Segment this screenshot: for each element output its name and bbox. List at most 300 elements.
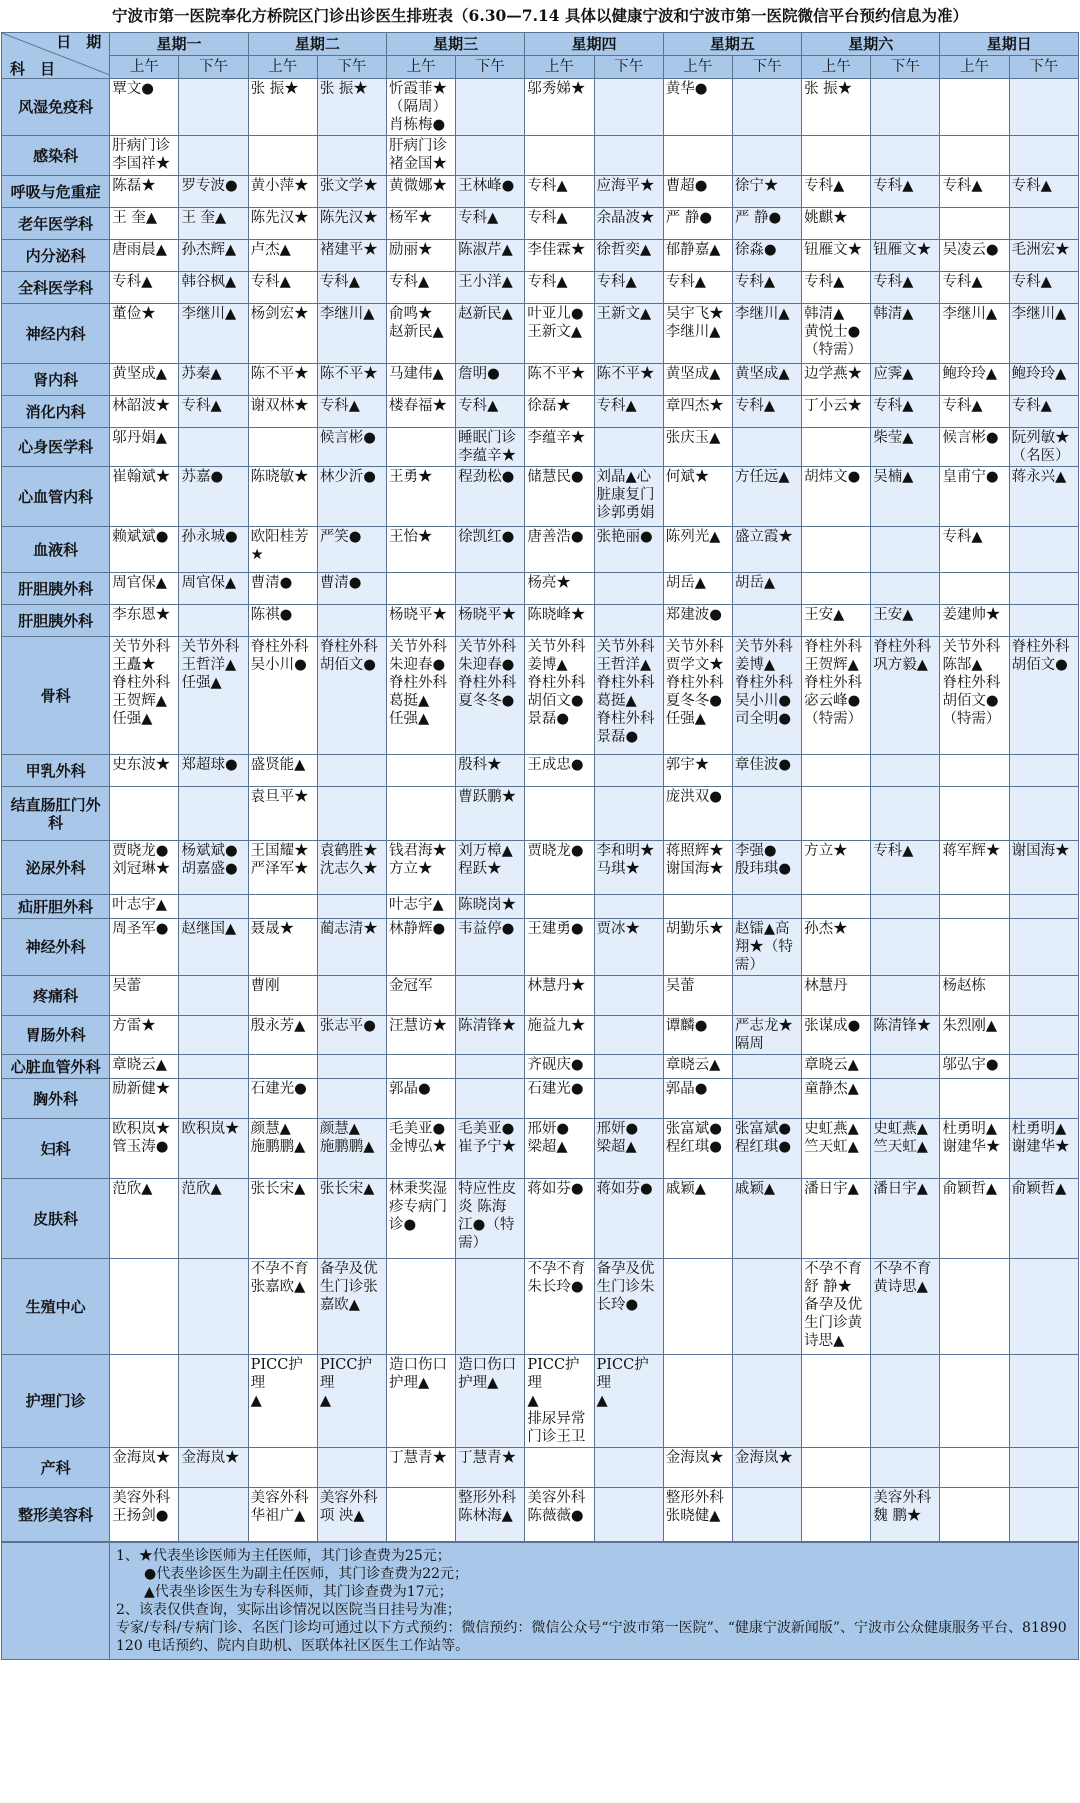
schedule-cell [940,895,1009,919]
schedule-cell [179,304,248,364]
schedule-cell [940,304,1009,364]
doctor-entry: 马建伟▲ [389,366,444,382]
pm-header: 下午 [179,56,248,79]
schedule-cell [594,240,663,272]
doctor-entry: 吴楠▲ [873,469,914,485]
doctor-entry: 陈晓峰★ [527,607,586,623]
schedule-cell [525,467,594,527]
schedule-cell [317,755,386,787]
schedule-cell [456,605,525,637]
doctor-entry: 盛立霞★ [734,529,793,545]
schedule-cell [317,1016,386,1055]
doctor-entry: 苏嘉● [181,469,224,485]
schedule-cell [387,272,456,304]
schedule-cell [456,895,525,919]
doctor-entry: 姜建帅★ [942,607,1001,623]
doctor-entry: 贾晓龙● 刘冠琳★ [112,843,171,877]
schedule-cell [871,79,940,136]
note-line-disclaimer: 2、该表仅供查询，实际出诊情况以医院当日挂号为准； [116,1602,461,1618]
schedule-cell [594,1355,663,1448]
schedule-cell [179,527,248,573]
doctor-entry: 陈不平★ [596,366,655,382]
schedule-row [2,1179,1079,1259]
schedule-cell [802,1079,871,1119]
doctor-entry: PICC护理 ▲ [596,1357,649,1409]
schedule-cell [248,1259,317,1355]
department-label: 骨科 [2,637,110,755]
doctor-entry: 备孕及优 生门诊张 嘉欧▲ [319,1261,378,1313]
doctor-entry: 石建光● [250,1081,307,1097]
doctor-entry: 孙永城● [181,529,238,545]
schedule-cell [940,364,1009,396]
doctor-entry: 方立★ [804,843,848,859]
schedule-cell [1009,527,1078,573]
schedule-cell [871,1055,940,1079]
schedule-cell [525,1179,594,1259]
doctor-entry: 专科▲ [804,178,845,194]
schedule-cell [456,176,525,208]
doctor-entry: 专科▲ [873,274,914,290]
schedule-cell [248,841,317,895]
doctor-entry: 范欣▲ [112,1181,153,1197]
schedule-cell [940,176,1009,208]
schedule-row [2,1055,1079,1079]
schedule-cell [594,1488,663,1542]
department-label: 血液科 [2,527,110,573]
schedule-cell [387,1079,456,1119]
schedule-cell [387,1119,456,1179]
doctor-entry: 褚建平★ [319,242,378,258]
doctor-entry: 赵镭▲高 翔★（特 需） [734,921,793,973]
doctor-entry: 吴宇飞★ 李继川▲ [665,306,724,340]
doctor-entry: 专科▲ [527,274,568,290]
pm-header: 下午 [871,56,940,79]
schedule-cell [110,208,179,240]
doctor-entry: 胡岳▲ [734,575,776,591]
day-header-row [2,33,1079,56]
schedule-cell [387,527,456,573]
schedule-cell [387,787,456,841]
doctor-entry: 李继川▲ [319,306,375,322]
schedule-cell [1009,895,1078,919]
schedule-cell [663,1055,732,1079]
schedule-cell [940,1355,1009,1448]
department-label: 生殖中心 [2,1259,110,1355]
department-label: 感染科 [2,136,110,176]
schedule-cell [110,637,179,755]
doctor-entry: 严 静● [665,210,712,226]
doctor-entry: 睡眠门诊 李蕴辛★ [458,430,517,464]
doctor-entry: 詹明● [458,366,500,382]
schedule-cell [802,1055,871,1079]
schedule-cell [594,1079,663,1119]
schedule-row [2,1259,1079,1355]
doctor-entry: 候言彬● [942,430,999,446]
department-label: 心身医学科 [2,428,110,467]
schedule-cell [317,136,386,176]
doctor-entry: 范欣▲ [181,1181,222,1197]
department-label: 全科医学科 [2,272,110,304]
schedule-cell [732,787,801,841]
schedule-row [2,396,1079,428]
schedule-cell [317,637,386,755]
doctor-entry: 吴蕾 [665,978,695,994]
doctor-entry: 金冠军 [389,978,433,994]
schedule-cell [456,1448,525,1488]
doctor-entry: 专科▲ [942,274,983,290]
schedule-cell [732,1016,801,1055]
schedule-cell [871,428,940,467]
doctor-entry: 俞颖哲▲ [942,1181,998,1197]
schedule-cell [871,755,940,787]
schedule-cell [179,176,248,208]
schedule-cell [456,240,525,272]
doctor-entry: 肝病门诊 褚金国★ [389,138,447,172]
schedule-cell [317,1179,386,1259]
schedule-cell [248,976,317,1016]
doctor-entry: 关节外科 姜博▲ 脊柱外科 吴小川● 司全明● [734,639,793,727]
doctor-entry: 王 奎▲ [112,210,158,226]
doctor-entry: 不孕不育 张嘉欧▲ [250,1261,309,1295]
doctor-entry: 张富斌● 程红琪● [665,1121,722,1155]
doctor-entry: 袁鹤胜★ 沈志久★ [319,843,378,877]
schedule-cell [317,79,386,136]
doctor-entry: 邢妍● 梁超▲ [596,1121,639,1155]
schedule-cell [802,79,871,136]
schedule-cell [663,428,732,467]
doctor-entry: 柴莹▲ [873,430,914,446]
doctor-entry: 张谋成● [804,1018,861,1034]
department-label: 神经内科 [2,304,110,364]
schedule-cell [179,841,248,895]
department-label: 心脏血管外科 [2,1055,110,1079]
schedule-cell [802,1016,871,1055]
doctor-entry: 叶亚儿● 王新文▲ [527,306,584,340]
schedule-row [2,919,1079,976]
schedule-cell [456,467,525,527]
schedule-cell [594,79,663,136]
schedule-cell [663,1355,732,1448]
schedule-cell [525,841,594,895]
schedule-cell [525,428,594,467]
department-label: 呼吸与危重症 [2,176,110,208]
doctor-entry: 黄坚成▲ [665,366,721,382]
schedule-body [2,79,1079,1542]
schedule-cell [802,1355,871,1448]
pm-header: 下午 [1009,56,1078,79]
doctor-entry: 专科▲ [873,843,914,859]
doctor-entry: 林静辉● [389,921,446,937]
schedule-cell [456,428,525,467]
doctor-entry: 毛洲宏★ [1011,242,1070,258]
doctor-entry: 周官保▲ [181,575,237,591]
doctor-entry: 赵继国▲ [181,921,237,937]
schedule-cell [110,396,179,428]
schedule-row [2,637,1079,755]
schedule-cell [732,208,801,240]
doctor-entry: 专科▲ [734,398,776,414]
schedule-row [2,364,1079,396]
doctor-entry: 严志龙★ 隔周 [734,1018,793,1052]
department-label: 老年医学科 [2,208,110,240]
doctor-entry: 专科▲ [1011,178,1052,194]
schedule-cell [456,637,525,755]
schedule-cell [456,364,525,396]
doctor-entry: 陈清锋★ [873,1018,932,1034]
schedule-cell [248,240,317,272]
schedule-cell [387,637,456,755]
schedule-cell [387,428,456,467]
day-header: 星期三 [387,33,525,56]
schedule-cell [248,1119,317,1179]
schedule-cell [525,919,594,976]
schedule-cell [317,1259,386,1355]
schedule-cell [317,396,386,428]
doctor-entry: 脊柱外科 胡佰文● [319,639,378,673]
schedule-cell [248,1179,317,1259]
schedule-cell [525,208,594,240]
department-label: 整形美容科 [2,1488,110,1542]
doctor-entry: 史虹燕▲ 竺天虹▲ [804,1121,859,1155]
schedule-cell [940,1448,1009,1488]
doctor-entry: 专科▲ [942,529,983,545]
schedule-cell [179,895,248,919]
schedule-cell [248,1016,317,1055]
schedule-cell [940,787,1009,841]
schedule-cell [179,1448,248,1488]
doctor-entry: 脊柱外科 胡佰文● [1011,639,1070,673]
doctor-entry: 不孕不育 朱长玲● [527,1261,586,1295]
schedule-row [2,428,1079,467]
doctor-entry: 陈不平★ [250,366,309,382]
schedule-cell [456,976,525,1016]
doctor-entry: 专科▲ [1011,398,1052,414]
schedule-cell [940,240,1009,272]
doctor-entry: 关节外科 王哲洋▲ 脊柱外科 葛挺▲ 脊柱外科 景磊● [596,639,655,745]
doctor-entry: 杨亮★ [527,575,571,591]
schedule-row [2,467,1079,527]
schedule-cell [248,1448,317,1488]
doctor-entry: 郭宇★ [665,757,710,773]
schedule-cell [1009,1119,1078,1179]
schedule-cell [179,467,248,527]
doctor-entry: 应霁▲ [873,366,914,382]
schedule-cell [525,136,594,176]
schedule-cell [179,272,248,304]
doctor-entry: 不孕不育 黄诗思▲ [873,1261,932,1295]
schedule-cell [871,240,940,272]
schedule-cell [387,208,456,240]
schedule-cell [525,1488,594,1542]
schedule-cell [525,1055,594,1079]
schedule-cell [663,527,732,573]
schedule-cell [871,1016,940,1055]
schedule-cell [1009,787,1078,841]
doctor-entry: 潘日宇▲ [804,1181,859,1197]
schedule-cell [110,1016,179,1055]
schedule-cell [663,755,732,787]
schedule-cell [110,1488,179,1542]
schedule-cell [940,396,1009,428]
schedule-cell [940,1179,1009,1259]
department-label: 妇科 [2,1119,110,1179]
schedule-row [2,527,1079,573]
doctor-entry: 美容外科 陈薇薇● [527,1490,586,1524]
doctor-entry: 邬弘宇● [942,1057,999,1073]
doctor-entry: 林少沂● [319,469,376,485]
doctor-entry: 造口伤口 护理▲ [458,1357,517,1391]
doctor-entry: 黄小萍★ [250,178,309,194]
department-label: 甲乳外科 [2,755,110,787]
schedule-cell [110,1448,179,1488]
doctor-entry: 专科▲ [458,398,499,414]
schedule-cell [663,240,732,272]
schedule-cell [456,304,525,364]
schedule-cell [732,364,801,396]
doctor-entry: 林韶波★ [112,398,171,414]
schedule-cell [940,1488,1009,1542]
department-label: 疝肝胆外科 [2,895,110,919]
schedule-cell [110,1355,179,1448]
schedule-cell [1009,605,1078,637]
doctor-entry: 陈先汉★ [319,210,378,226]
doctor-entry: 专科▲ [873,178,914,194]
schedule-cell [317,1448,386,1488]
schedule-cell [317,1355,386,1448]
schedule-cell [594,1448,663,1488]
schedule-cell [594,787,663,841]
doctor-entry: 张长宋▲ [319,1181,375,1197]
schedule-cell [871,136,940,176]
doctor-entry: 苏秦▲ [181,366,222,382]
doctor-entry: 徐哲奕▲ [596,242,652,258]
schedule-cell [248,1355,317,1448]
schedule-cell [732,1259,801,1355]
schedule-cell [940,136,1009,176]
schedule-cell [179,1259,248,1355]
schedule-cell [663,787,732,841]
schedule-cell [456,1259,525,1355]
doctor-entry: 汪慧访★ [389,1018,447,1034]
doctor-entry: 丁慧青★ [458,1450,517,1466]
schedule-cell [940,605,1009,637]
schedule-cell [110,976,179,1016]
doctor-entry: 钮雁文★ [873,242,932,258]
doctor-entry: 张艳丽● [596,529,653,545]
am-header: 上午 [110,56,179,79]
schedule-cell [317,1055,386,1079]
schedule-row [2,79,1079,136]
doctor-entry: 叶志宇▲ [389,897,444,913]
doctor-entry: 蒋照辉★ 谢国海★ [665,843,724,877]
doctor-entry: 李继川▲ [942,306,998,322]
doctor-entry: 专科▲ [181,398,222,414]
schedule-cell [317,1488,386,1542]
schedule-cell [732,1179,801,1259]
doctor-entry: 卢杰▲ [250,242,291,258]
schedule-cell [802,919,871,976]
doctor-entry: 唐善浩● [527,529,584,545]
doctor-entry: 黄微娜★ [389,178,447,194]
schedule-cell [248,1055,317,1079]
day-header: 星期五 [663,33,801,56]
schedule-cell [179,1016,248,1055]
doctor-entry: 蒋如芬● [527,1181,584,1197]
schedule-cell [1009,396,1078,428]
schedule-cell [525,637,594,755]
schedule-cell [802,136,871,176]
corner-dept-label: 科 目 [10,60,56,78]
department-label: 泌尿外科 [2,841,110,895]
department-label: 产科 [2,1448,110,1488]
schedule-cell [871,1119,940,1179]
schedule-cell [248,895,317,919]
doctor-entry: 关节外科 贾学文★ 脊柱外科 夏冬冬● 任强▲ [665,639,724,727]
doctor-entry: 脊柱外科 吴小川● [250,639,309,673]
am-header: 上午 [525,56,594,79]
schedule-cell [1009,1448,1078,1488]
schedule-cell [1009,304,1078,364]
schedule-cell [456,527,525,573]
schedule-cell [663,919,732,976]
am-header: 上午 [387,56,456,79]
schedule-cell [1009,1055,1078,1079]
doctor-entry: 金海岚★ [181,1450,240,1466]
pm-header: 下午 [317,56,386,79]
doctor-entry: 李蕴辛★ [527,430,586,446]
schedule-cell [594,1119,663,1179]
schedule-cell [110,1259,179,1355]
schedule-cell [525,79,594,136]
doctor-entry: 吴凌云● [942,242,999,258]
schedule-row [2,176,1079,208]
schedule-cell [179,1488,248,1542]
schedule-cell [387,1488,456,1542]
schedule-cell [525,364,594,396]
schedule-cell [871,272,940,304]
doctor-entry: 李佳霖★ [527,242,586,258]
doctor-entry: 黄华● [665,81,708,97]
schedule-cell [179,919,248,976]
schedule-cell [387,176,456,208]
department-label: 结直肠肛门外科 [2,787,110,841]
doctor-entry: 脊柱外科 王贺辉▲ 脊柱外科 宓云峰● （特需） [804,639,863,727]
doctor-entry: 欧阳桂芳 ★ [250,529,309,563]
doctor-entry: 杨赵栋 [942,978,986,994]
doctor-entry: 杨军★ [389,210,433,226]
doctor-entry: 王建勇● [527,921,584,937]
schedule-cell [525,1448,594,1488]
schedule-row [2,895,1079,919]
schedule-row [2,1119,1079,1179]
schedule-cell [732,573,801,605]
schedule-row [2,573,1079,605]
doctor-entry: 齐砚庆● [527,1057,584,1073]
pm-header: 下午 [594,56,663,79]
schedule-cell [663,976,732,1016]
doctor-entry: 胡勤乐★ [665,921,724,937]
schedule-cell [940,272,1009,304]
doctor-entry: 袁旦平★ [250,789,309,805]
schedule-cell [732,895,801,919]
doctor-entry: 杨剑宏★ [250,306,309,322]
doctor-entry: 张 振★ [804,81,853,97]
schedule-cell [179,1119,248,1179]
schedule-cell [663,637,732,755]
schedule-cell [871,1488,940,1542]
schedule-table [1,32,1079,1542]
doctor-entry: 专科▲ [873,398,914,414]
